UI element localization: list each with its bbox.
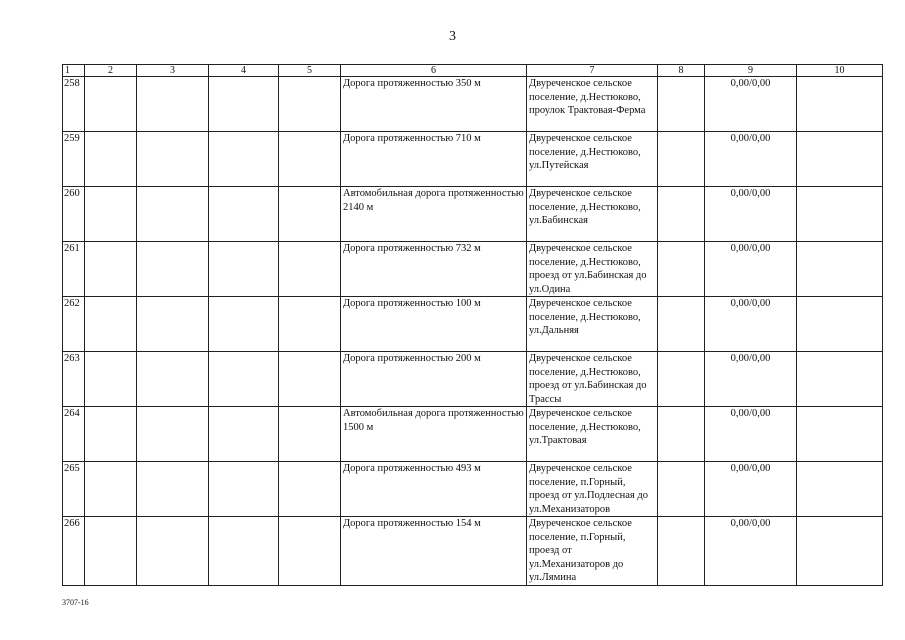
empty-cell [209, 132, 279, 187]
table-row [63, 242, 883, 297]
row-number-cell: 259 [63, 132, 85, 187]
empty-cell [85, 187, 137, 242]
object-name-cell: Дорога протяженностью 350 м [341, 77, 527, 132]
row-number-cell: 262 [63, 297, 85, 352]
address-cell: Двуреченское сельское поселение, д.Нестюково, ул.Дальняя [527, 297, 658, 352]
empty-cell [279, 242, 341, 297]
table-row [63, 297, 883, 352]
empty-cell [85, 297, 137, 352]
empty-cell [658, 407, 705, 462]
empty-cell [137, 187, 209, 242]
empty-cell [658, 462, 705, 517]
object-name-cell: Дорога протяженностью 100 м [341, 297, 527, 352]
value-cell: 0,00/0,00 [705, 242, 797, 297]
empty-cell [797, 352, 883, 407]
column-header: 6 [341, 65, 527, 77]
empty-cell [797, 242, 883, 297]
empty-cell [658, 132, 705, 187]
value-cell: 0,00/0,00 [705, 187, 797, 242]
address-cell: Двуреченское сельское поселение, д.Нестюково, проулок Трактовая-Ферма [527, 77, 658, 132]
value-cell: 0,00/0,00 [705, 77, 797, 132]
table-row [63, 187, 883, 242]
empty-cell [279, 462, 341, 517]
address-cell: Двуреченское сельское поселение, д.Нестюково, ул.Трактовая [527, 407, 658, 462]
empty-cell [85, 77, 137, 132]
row-number-cell: 261 [63, 242, 85, 297]
empty-cell [658, 242, 705, 297]
empty-cell [797, 517, 883, 586]
empty-cell [658, 77, 705, 132]
column-header: 3 [137, 65, 209, 77]
empty-cell [279, 352, 341, 407]
value-cell: 0,00/0,00 [705, 517, 797, 586]
column-header: 1 [63, 65, 85, 77]
empty-cell [797, 407, 883, 462]
column-header: 2 [85, 65, 137, 77]
column-header: 9 [705, 65, 797, 77]
row-number-cell: 265 [63, 462, 85, 517]
object-name-cell: Автомобильная дорога протяженностью 1500 м [341, 407, 527, 462]
empty-cell [209, 517, 279, 586]
address-cell: Двуреченское сельское поселение, д.Нестюково, проезд от ул.Бабинская до ул.Одина [527, 242, 658, 297]
page-number: 3 [449, 29, 456, 44]
empty-cell [85, 407, 137, 462]
value-cell: 0,00/0,00 [705, 462, 797, 517]
empty-cell [85, 462, 137, 517]
table-row [63, 132, 883, 187]
column-header: 5 [279, 65, 341, 77]
object-name-cell: Дорога протяженностью 154 м [341, 517, 527, 586]
empty-cell [209, 297, 279, 352]
object-name-cell: Дорога протяженностью 710 м [341, 132, 527, 187]
table-row [63, 77, 883, 132]
empty-cell [137, 297, 209, 352]
column-header: 7 [527, 65, 658, 77]
row-number-cell: 260 [63, 187, 85, 242]
empty-cell [279, 132, 341, 187]
address-cell: Двуреченское сельское поселение, д.Нестюково, ул.Бабинская [527, 187, 658, 242]
empty-cell [209, 77, 279, 132]
empty-cell [797, 187, 883, 242]
document-code: 3707-16 [62, 598, 89, 607]
empty-cell [797, 132, 883, 187]
empty-cell [279, 297, 341, 352]
empty-cell [137, 77, 209, 132]
address-cell: Двуреченское сельское поселение, д.Нестюково, ул.Путейская [527, 132, 658, 187]
value-cell: 0,00/0,00 [705, 297, 797, 352]
row-number-cell: 263 [63, 352, 85, 407]
object-name-cell: Автомобильная дорога протяженностью 2140 м [341, 187, 527, 242]
empty-cell [137, 407, 209, 462]
registry-table [62, 64, 883, 586]
column-header: 8 [658, 65, 705, 77]
empty-cell [85, 517, 137, 586]
column-header: 4 [209, 65, 279, 77]
empty-cell [658, 517, 705, 586]
empty-cell [137, 462, 209, 517]
empty-cell [658, 352, 705, 407]
table-row [63, 462, 883, 517]
empty-cell [137, 132, 209, 187]
empty-cell [279, 187, 341, 242]
row-number-cell: 266 [63, 517, 85, 586]
empty-cell [209, 352, 279, 407]
value-cell: 0,00/0,00 [705, 352, 797, 407]
empty-cell [137, 242, 209, 297]
table-row [63, 352, 883, 407]
empty-cell [658, 187, 705, 242]
empty-cell [797, 77, 883, 132]
empty-cell [658, 297, 705, 352]
empty-cell [137, 517, 209, 586]
empty-cell [85, 132, 137, 187]
address-cell: Двуреченское сельское поселение, д.Нестюково, проезд от ул.Бабинская до Трассы [527, 352, 658, 407]
address-cell: Двуреченское сельское поселение, п.Горный, проезд от ул.Механизаторов до ул.Лямина [527, 517, 658, 586]
row-number-cell: 258 [63, 77, 85, 132]
table-row [63, 517, 883, 586]
row-number-cell: 264 [63, 407, 85, 462]
table-row [63, 407, 883, 462]
empty-cell [797, 462, 883, 517]
empty-cell [279, 77, 341, 132]
empty-cell [85, 352, 137, 407]
object-name-cell: Дорога протяженностью 732 м [341, 242, 527, 297]
object-name-cell: Дорога протяженностью 200 м [341, 352, 527, 407]
value-cell: 0,00/0,00 [705, 132, 797, 187]
empty-cell [209, 187, 279, 242]
empty-cell [797, 297, 883, 352]
empty-cell [137, 352, 209, 407]
empty-cell [209, 462, 279, 517]
table-header-row [63, 65, 883, 77]
value-cell: 0,00/0,00 [705, 407, 797, 462]
empty-cell [209, 242, 279, 297]
address-cell: Двуреченское сельское поселение, п.Горный, проезд от ул.Подлесная до ул.Механизаторов [527, 462, 658, 517]
column-header: 10 [797, 65, 883, 77]
empty-cell [209, 407, 279, 462]
empty-cell [85, 242, 137, 297]
object-name-cell: Дорога протяженностью 493 м [341, 462, 527, 517]
empty-cell [279, 517, 341, 586]
empty-cell [279, 407, 341, 462]
